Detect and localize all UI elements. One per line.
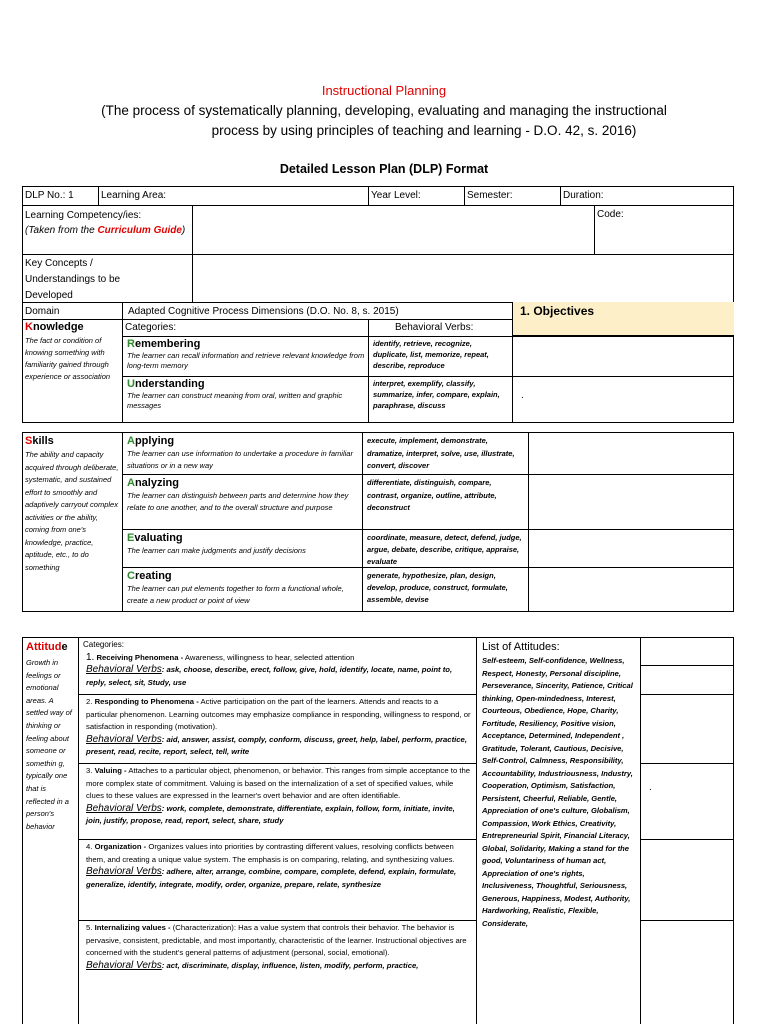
evaluating-verbs: coordinate, measure, detect, defend, judge, argue, debate, describe, critique, appraise, evaluate: [367, 533, 522, 566]
skills-initial: S: [25, 435, 33, 447]
creating-verbs: generate, hypothesize, plan, design, develop, produce, construct, formulate, assemble, devise: [367, 571, 508, 604]
skills-title: kills: [32, 435, 54, 447]
remembering-initial: R: [127, 338, 135, 350]
cat5-number: 5.: [86, 923, 93, 932]
competency-note-prefix: (Taken from the: [25, 225, 98, 236]
evaluating-description: The learner can make judgments and justify decisions: [127, 546, 306, 555]
applying-description: The learner can use information to undertake a procedure in familiar situations or in a new way: [127, 449, 353, 470]
applying-cell: [124, 434, 362, 473]
skills-description: The ability and capacity acquired through deliberate, systematic, and sustained effort to smoothly and adaptively carryout complex activities or the ability, coming from one's knowledge, practice, aptitude, etc., to do something: [25, 450, 119, 572]
cat3-verbs: : work, complete, demonstrate, differentiate, explain, follow, form, initiate, invite, join, justify, propose, read, report, select, share, study: [86, 803, 455, 825]
learning-competency-cell: [22, 207, 192, 239]
subtitle-line-2: process by using principles of teaching and learning - D.O. 42, s. 2016): [211, 123, 637, 138]
semester-label: Semester:: [467, 190, 513, 201]
understanding-cell: [124, 377, 368, 412]
objective-dot-1: .: [521, 390, 524, 401]
cat5-description: (Characterization): Has a value system that controls their behavior. The behavior is pervasive, consistent, predictable, and most importantly, characteristic of the learner. Instructional objectives are concerned with the student's general patterns of adjustment (personal, social, emotional).: [86, 923, 467, 957]
objectives-label: 1. Objectives: [520, 304, 595, 318]
remembering-cell: [124, 337, 368, 372]
subtitle-line-1: (The process of systematically planning, developing, evaluating and managing the instructional: [101, 103, 667, 118]
cat4-number: 4.: [86, 842, 93, 851]
understanding-title: nderstanding: [134, 378, 205, 390]
attitude-category-4: [80, 840, 474, 892]
cat1-number: 1.: [86, 651, 95, 663]
evaluating-cell: [124, 531, 362, 558]
code-label: Code:: [597, 209, 624, 220]
cat2-verbs: : aid, answer, assist, comply, conform, discuss, greet, help, label, perform, practice, present, read, recite, report, select, tell, write: [86, 734, 467, 756]
cat3-bv-label: Behavioral Verbs: [86, 802, 162, 814]
format-title: Detailed Lesson Plan (DLP) Format: [279, 162, 489, 176]
knowledge-title: nowledge: [32, 321, 84, 333]
cat3-number: 3.: [86, 766, 93, 775]
learning-area-label: Learning Area:: [101, 190, 167, 201]
creating-initial: C: [127, 570, 135, 582]
applying-verbs: execute, implement, demonstrate, dramatize, interpret, solve, use, illustrate, convert, discover: [367, 436, 515, 470]
attitude-list-cell: [479, 639, 639, 931]
dlp-no: DLP No.: 1: [25, 190, 74, 201]
cat2-number: 2.: [86, 697, 93, 706]
duration-label: Duration:: [563, 190, 604, 201]
attitude-category-1: [80, 638, 474, 690]
attitude-category-3: [80, 764, 474, 829]
categories-label: Categories:: [125, 322, 177, 333]
cat3-description: Attaches to a particular object, phenomenon, or behavior. This ranges from simple acceptance to the more complex state of commitment. Valuing is based on the internalization of a set of specified values, while clues to these values are expressed in the learner's overt behavior and are often identifiable.: [86, 766, 471, 800]
knowledge-description: The fact or condition of knowing something with familiarity gained through experience or association: [25, 336, 111, 381]
creating-description: The learner can put elements together to form a functional whole, create a new product or point of view: [127, 584, 344, 605]
page-subtitle: [0, 101, 768, 141]
cat4-description: Organizes values into priorities by contrasting different values, resolving conflicts between them, and creating a unique value system. The emphasis is on comparing, relating, and synthesizing values.: [86, 842, 455, 864]
domain-label: Domain: [25, 306, 60, 317]
behavioral-verbs-label: Behavioral Verbs:: [395, 322, 474, 333]
analyzing-description: The learner can distinguish between parts and determine how they relate to one another, and to the overall structure and purpose: [127, 491, 349, 512]
remembering-title: emembering: [134, 338, 201, 350]
evaluating-title: valuating: [134, 532, 183, 544]
cat4-bv-label: Behavioral Verbs: [86, 866, 162, 877]
cat4-name: Organization -: [94, 842, 147, 851]
applying-initial: A: [127, 435, 135, 447]
cat2-bv-label: Behavioral Verbs: [86, 733, 162, 745]
year-level-label: Year Level:: [371, 190, 421, 201]
cat2-description: Active participation on the part of the learners. Attends and reacts to a particular phenomenon. Learning outcomes may emphasize compliance in responding, willingness to respond, or satisfaction in responding (motivation).: [86, 697, 471, 731]
cat2-name: Responding to Phenomena -: [94, 697, 199, 706]
applying-title: pplying: [134, 435, 175, 447]
attitude-title-rest: e: [61, 641, 68, 653]
cat1-name: Receiving Phenomena -: [96, 652, 184, 662]
remembering-description: The learner can recall information and retrieve relevant knowledge from long-term memory: [127, 351, 365, 370]
cat1-description: Awareness, willingness to hear, selected attention: [183, 652, 355, 662]
analyzing-title: nalyzing: [134, 477, 179, 489]
remembering-verbs: identify, retrieve, recognize, duplicate, list, memorize, repeat, describe, reproduce: [373, 339, 489, 370]
attitude-category-5: [80, 921, 474, 973]
attitude-description: Growth in feelings or emotional areas. A settled way of thinking or feeling about someone or somethin g, typically one that is reflected in a person's behavior: [26, 658, 72, 831]
cat1-bv-label: Behavioral Verbs: [86, 664, 162, 675]
attitude-list-title: List of Attitudes:: [482, 641, 560, 653]
understanding-initial: U: [127, 378, 135, 390]
cat3-name: Valuing -: [94, 766, 127, 775]
knowledge-initial: K: [25, 321, 33, 333]
understanding-verbs: interpret, exemplify, classify, summarize, infer, compare, explain, paraphrase, discuss: [373, 379, 500, 410]
attitude-cell: [23, 639, 78, 834]
cat5-verbs: : act, discriminate, display, influence, listen, modify, perform, practice,: [161, 960, 419, 970]
attitude-list-items: Self-esteem, Self-confidence, Wellness, Respect, Honesty, Personal discipline, Perseverance, Sincerity, Patience, Critical thinking, Open-mindedness, Interest, Courteous, Obedience, Hope, Charity, Fortitude, Resiliency, Positive vision, Acceptance, Determined, Independent , Gratitude, Tolerant, Cautious, Decisive, Self-Control, Calmness, Responsibility, Accountability, Industriousness, Industry, Cooperation, Optimism, Satisfaction, Persistent, Cheerful, Reliable, Gentle, Appreciation of one's culture, Globalism, Compassion, Work Ethics, Creativity, Entrepreneurial Spirit, Financial Literacy, Global, Solidarity, Making a stand for the good, Voluntariness of human act, Appreciation of one's rights, Inclusiveness, Thoughtful, Seriousness, Generous, Happiness, Modest, Authority, Hardworking, Realistic, Flexible, Considerate,: [482, 656, 633, 928]
attitude-categories-label: Categories:: [83, 640, 124, 649]
evaluating-initial: E: [127, 532, 135, 544]
understanding-description: The learner can construct meaning from oral, written and graphic messages: [127, 391, 343, 410]
cat1-verbs: : ask, choose, describe, erect, follow, give, hold, identify, locate, name, point to, reply, select, sit, Study, use: [86, 665, 453, 687]
analyzing-cell: [124, 476, 362, 515]
creating-cell: [124, 569, 362, 608]
cat5-name: Internalizing values -: [94, 923, 171, 932]
knowledge-cell: [22, 320, 122, 384]
attitude-category-2: [80, 695, 474, 760]
cat5-bv-label: Behavioral Verbs: [86, 959, 162, 971]
key-concepts-label: Key Concepts / Understandings to be Developed: [25, 258, 121, 301]
curriculum-guide-text: Curriculum Guide: [97, 225, 182, 236]
objective-dot-2: .: [649, 782, 652, 793]
cat4-verbs: : adhere, alter, arrange, combine, compare, complete, defend, explain, formulate, generalize, identify, integrate, modify, order, organize, prepare, relate, synthesize: [86, 867, 457, 889]
analyzing-initial: A: [127, 477, 135, 489]
competency-note-suffix: ): [181, 225, 186, 236]
learning-competency-label: Learning Competency/ies:: [25, 210, 142, 221]
skills-cell: [22, 434, 122, 575]
creating-title: reating: [134, 570, 172, 582]
adapted-dimensions-label: Adapted Cognitive Process Dimensions (D.O. No. 8, s. 2015): [128, 306, 399, 317]
analyzing-verbs: differentiate, distinguish, compare, contrast, organize, outline, attribute, deconstruct: [367, 478, 497, 512]
page-title: Instructional Planning: [321, 83, 447, 98]
attitude-title-red: Attitud: [26, 641, 62, 653]
